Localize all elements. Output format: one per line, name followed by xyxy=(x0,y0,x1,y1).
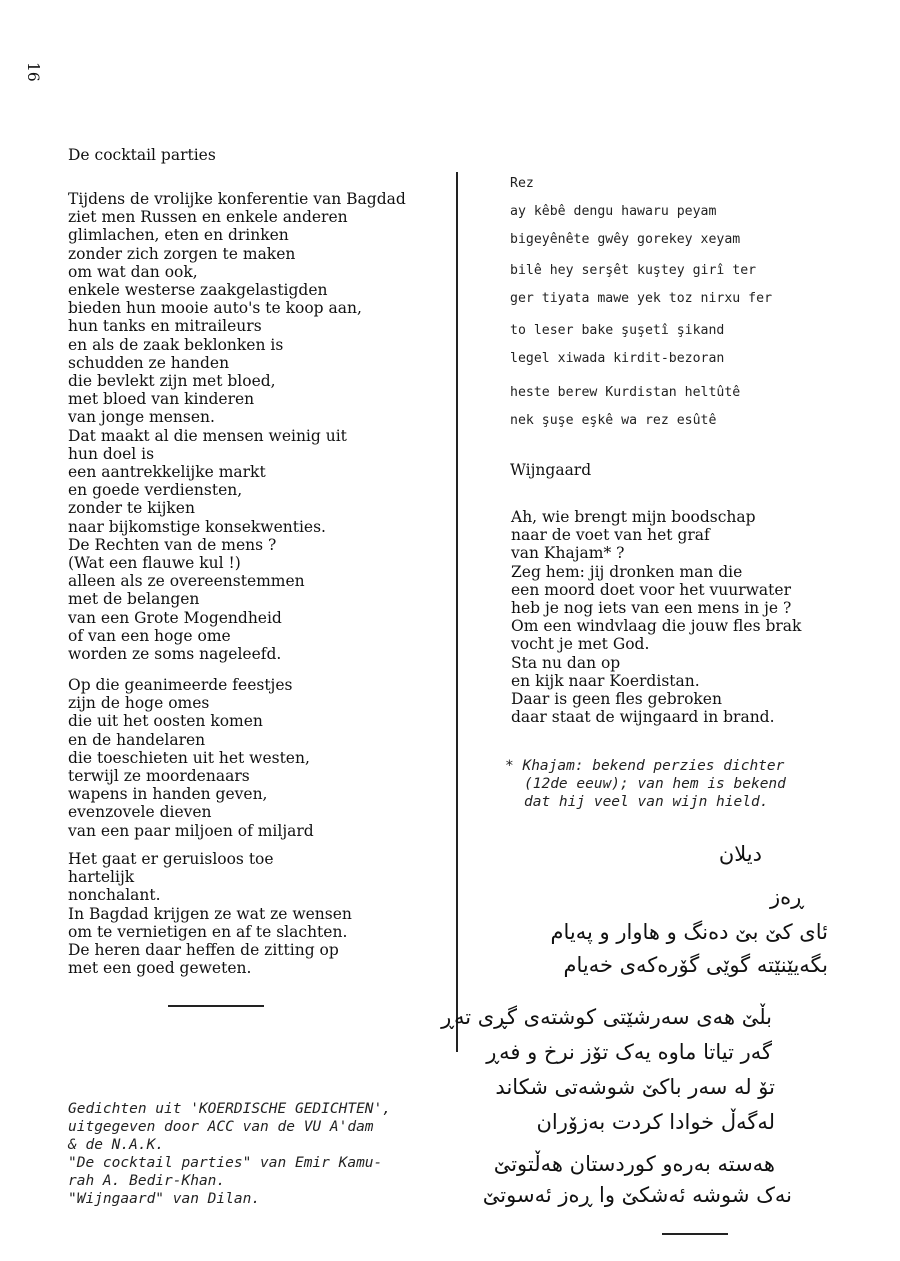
arabic-author-title: دیلان xyxy=(718,842,762,866)
wijngaard-poem xyxy=(511,508,801,726)
credit-line: rah A. Bedir-Khan. xyxy=(68,1173,226,1189)
poem-line: De Rechten van de mens ? xyxy=(68,535,277,554)
poem-line: om te vernietigen en af te slachten. xyxy=(68,922,348,941)
poem-line: zonder te kijken xyxy=(68,499,195,518)
poem-line: van een paar miljoen of miljard xyxy=(68,821,314,840)
poem-line: een moord doet voor het vuurwater xyxy=(511,580,791,599)
credit-line: & de N.A.K. xyxy=(68,1137,165,1153)
poem-line: glimlachen, eten en drinken xyxy=(68,226,289,245)
poem-line: die uit het oosten komen xyxy=(68,712,263,731)
credit-line: uitgegeven door ACC van de VU A'dam xyxy=(68,1119,374,1135)
poem-line: en de handelaren xyxy=(68,730,206,749)
poem-line: Tijdens de vrolijke konferentie van Bagdad xyxy=(68,190,406,208)
poem-line: evenzovele dieven xyxy=(68,803,212,822)
poem-line: hartelijk xyxy=(68,868,135,887)
poem-line: In Bagdad krijgen ze wat ze wensen xyxy=(68,904,352,923)
poem-line: die toeschieten uit het westen, xyxy=(68,748,310,767)
poem-line: met bloed van kinderen xyxy=(68,390,255,409)
poem-line: heb je nog iets van een mens in je ? xyxy=(511,599,792,618)
poem-line: met de belangen xyxy=(68,590,200,609)
poem-line: (Wat een flauwe kul !) xyxy=(68,554,241,573)
poem-line: met een goed geweten. xyxy=(68,959,252,978)
section-divider-right xyxy=(662,1233,728,1235)
poem-line: en als de zaak beklonken is xyxy=(68,335,284,354)
arabic-line: نەک شوشە ئەشکێ وا ڕەز ئەسوتێ xyxy=(482,1183,792,1207)
poem-line: Om een windvlaag die jouw fles brak xyxy=(511,617,802,636)
poem-line: hun doel is xyxy=(68,444,155,463)
credits xyxy=(68,1100,391,1208)
stanza-2 xyxy=(68,676,314,840)
poem-line: zonder zich zorgen te maken xyxy=(68,244,296,263)
rez-line: nek şuşe eşkê wa rez esûtê xyxy=(510,413,717,428)
poem-line: om wat dan ook, xyxy=(68,262,198,281)
footnote-marker: * xyxy=(505,758,514,774)
rez-line: legel xiwada kirdit-bezoran xyxy=(510,351,725,366)
footnote-line: dat hij veel van wijn hield. xyxy=(524,794,769,810)
rez-line: to leser bake şuşetî şikand xyxy=(510,323,725,338)
arabic-line: تۆ لە سەر باکێ شوشەتی شکاند xyxy=(495,1075,775,1099)
section-divider-left xyxy=(168,1005,264,1007)
rez-line: ger tiyata mawe yek toz nirxu fer xyxy=(510,291,773,306)
poem-line: Daar is geen fles gebroken xyxy=(511,690,722,709)
poem-line: van een Grote Mogendheid xyxy=(68,608,282,627)
poem-line: zijn de hoge omes xyxy=(68,694,210,713)
poem-line: Dat maakt al die mensen weinig uit xyxy=(68,426,347,445)
rez-line: ay kêbê dengu hawaru peyam xyxy=(510,204,717,219)
poem-line: van jonge mensen. xyxy=(68,408,215,427)
poem-line: daar staat de wijngaard in brand. xyxy=(511,708,775,727)
poem-line: De heren daar heffen de zitting op xyxy=(68,941,339,960)
poem-line: en goede verdiensten, xyxy=(68,481,243,500)
poem-line: vocht je met God. xyxy=(511,635,650,654)
poem-line: Zeg hem: jij dronken man die xyxy=(511,562,743,581)
rez-line: bigeyênête gwêy gorekey xeyam xyxy=(510,232,741,247)
poem-line: alleen als ze overeenstemmen xyxy=(68,572,305,591)
column-divider xyxy=(456,172,458,1052)
stanza-1 xyxy=(68,190,406,663)
credit-line: "Wijngaard" van Dilan. xyxy=(68,1191,261,1207)
poem-line: van Khajam* ? xyxy=(511,544,625,563)
poem-line: of van een hoge ome xyxy=(68,626,231,645)
poem-line: Op die geanimeerde feestjes xyxy=(68,676,293,694)
poem-line: enkele westerse zaakgelastigden xyxy=(68,281,328,300)
poem-line: Sta nu dan op xyxy=(511,653,621,672)
poem-line: bieden hun mooie auto's te koop aan, xyxy=(68,299,362,318)
footnote-line: (12de eeuw); van hem is bekend xyxy=(524,776,786,792)
rez-line: heste berew Kurdistan heltûtê xyxy=(510,385,741,400)
credit-line: "De cocktail parties" van Emir Kamu- xyxy=(68,1155,383,1171)
poem-line: een aantrekkelijke markt xyxy=(68,463,266,482)
poem-line: naar de voet van het graf xyxy=(511,526,710,545)
arabic-poem-title: ڕەز xyxy=(770,885,804,909)
arabic-line: لەگەڵ خوادا کردت بەزۆران xyxy=(536,1110,775,1134)
page-number: 16 xyxy=(24,62,42,82)
poem-title-wijngaard: Wijngaard xyxy=(510,461,592,479)
arabic-line: گەر تیاتا ماوە یەک تۆز نرخ و فەڕ xyxy=(486,1040,772,1064)
poem-line: schudden ze handen xyxy=(68,353,230,372)
poem-line: Het gaat er geruisloos toe xyxy=(68,850,274,868)
poem-line: ziet men Russen en enkele anderen xyxy=(68,208,348,227)
poem-line: nonchalant. xyxy=(68,886,161,905)
footnote-line: Khajam: bekend perzies dichter xyxy=(522,758,785,774)
poem-line: worden ze soms nageleefd. xyxy=(68,645,282,664)
stanza-3 xyxy=(68,850,352,977)
arabic-line: هەستە بەرەو کوردستان هەڵتوتێ xyxy=(493,1152,775,1176)
arabic-line: بڵێ هەی سەرشێتی کوشتەی گڕی تەڕ xyxy=(441,1005,772,1029)
footnote xyxy=(505,757,786,811)
poem-line: Ah, wie brengt mijn boodschap xyxy=(511,508,756,526)
poem-line: wapens in handen geven, xyxy=(68,785,268,804)
rez-line: bilê hey serşêt kuştey girî ter xyxy=(510,263,757,278)
credit-line: Gedichten uit 'KOERDISCHE GEDICHTEN', xyxy=(68,1101,392,1117)
poem-title-cocktail: De cocktail parties xyxy=(68,146,216,164)
poem-line: terwijl ze moordenaars xyxy=(68,767,250,786)
poem-line: die bevlekt zijn met bloed, xyxy=(68,372,276,391)
poem-line: en kijk naar Koerdistan. xyxy=(511,671,700,690)
rez-title: Rez xyxy=(510,176,534,191)
arabic-line: بگەیێنێتە گوێی گۆرەکەی خەیام xyxy=(563,953,828,977)
poem-line: naar bijkomstige konsekwenties. xyxy=(68,517,326,536)
arabic-line: ئای کێ بێ دەنگ و هاوار و پەیام xyxy=(550,920,828,944)
poem-line: hun tanks en mitraileurs xyxy=(68,317,262,336)
